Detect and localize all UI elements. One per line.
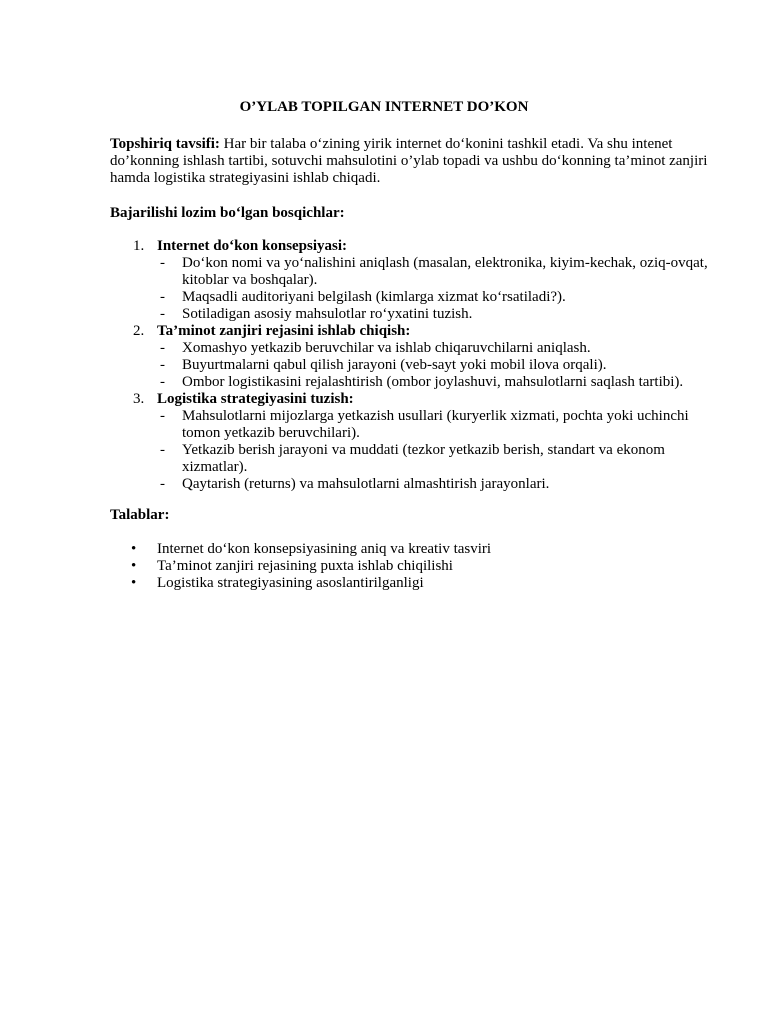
subitem-text: Sotiladigan asosiy mahsulotlar ro‘yxatini tuzish.	[182, 306, 473, 322]
dash-marker: -	[160, 442, 165, 458]
step-subitem	[0, 289, 768, 306]
step-subitem	[0, 442, 768, 476]
dash-marker: -	[160, 476, 165, 492]
requirement-item	[0, 558, 768, 575]
document-title: O’YLAB TOPILGAN INTERNET DO’KON	[239, 99, 529, 115]
step-subitem	[0, 374, 768, 391]
subitem-text: Qaytarish (returns) va mahsulotlarni almashtirish jarayonlari.	[182, 476, 550, 492]
step-subitem	[0, 408, 768, 442]
requirements-heading: Talablar:	[110, 507, 170, 523]
dash-marker: -	[160, 408, 165, 424]
dash-marker: -	[160, 255, 165, 271]
subitem-text: Yetkazib berish jarayoni va muddati (tezkor yetkazib berish, standart va ekonom xizmatlar).	[182, 442, 665, 475]
dash-marker: -	[160, 289, 165, 305]
subitem-text: Xomashyo yetkazib beruvchilar va ishlab chiqaruvchilarni aniqlash.	[182, 340, 591, 356]
dash-marker: -	[160, 340, 165, 356]
requirement-text: Logistika strategiyasining asoslantirilganligi	[157, 575, 424, 591]
subitem-text: Buyurtmalarni qabul qilish jarayoni (veb-sayt yoki mobil ilova orqali).	[182, 357, 607, 373]
dash-marker: -	[160, 306, 165, 322]
requirements-list	[0, 541, 768, 592]
step-subitem	[0, 255, 768, 289]
requirement-item	[0, 575, 768, 592]
step-subitem	[0, 476, 768, 493]
step-label: Ta’minot zanjiri rejasini ishlab chiqish:	[157, 323, 411, 339]
step-subitem	[0, 340, 768, 357]
bullet-marker: •	[131, 575, 137, 591]
subitem-text: Mahsulotlarni mijozlarga yetkazish usullari (kuryerlik xizmati, pochta yoki uchinchi tomon yetkazib beruvchilari).	[182, 408, 689, 441]
subitem-text: Maqsadli auditoriyani belgilash (kimlarga xizmat ko‘rsatiladi?).	[182, 289, 566, 305]
steps-list	[0, 238, 768, 493]
subitem-text: Ombor logistikasini rejalashtirish (ombor joylashuvi, mahsulotlarni saqlash tartibi).	[182, 374, 684, 390]
step-label: Internet do‘kon konsepsiyasi:	[157, 238, 348, 254]
requirement-text: Ta’minot zanjiri rejasining puxta ishlab chiqilishi	[157, 558, 453, 574]
dash-marker: -	[160, 357, 165, 373]
steps-heading: Bajarilishi lozim bo‘lgan bosqichlar:	[110, 205, 345, 221]
bullet-marker: •	[131, 558, 137, 574]
step-subitem	[0, 357, 768, 374]
task-text: Har bir talaba o‘zining yirik internet do‘konini tashkil etadi. Va shu intenet do’konning ishlash tartibi, sotuvchi mahsulotini o’ylab topadi va ushbu do‘konning ta’minot zanjiri hamda logistika strategiyasini ishlab chiqadi.	[110, 136, 708, 186]
step-2-title	[0, 323, 768, 340]
step-number: 1.	[133, 238, 145, 254]
step-3-title	[0, 391, 768, 408]
subitem-text: Do‘kon nomi va yo‘nalishini aniqlash (masalan, elektronika, kiyim-kechak, oziq-ovqat, kitoblar va boshqalar).	[182, 255, 708, 288]
step-number: 3.	[133, 391, 145, 407]
requirement-text: Internet do‘kon konsepsiyasining aniq va kreativ tasviri	[157, 541, 492, 557]
requirement-item	[0, 541, 768, 558]
dash-marker: -	[160, 374, 165, 390]
task-label: Topshiriq tavsifi:	[110, 136, 220, 152]
step-1-title	[0, 238, 768, 255]
step-label: Logistika strategiyasini tuzish:	[157, 391, 354, 407]
bullet-marker: •	[131, 541, 137, 557]
task-description	[110, 136, 710, 187]
step-number: 2.	[133, 323, 145, 339]
step-subitem	[0, 306, 768, 323]
